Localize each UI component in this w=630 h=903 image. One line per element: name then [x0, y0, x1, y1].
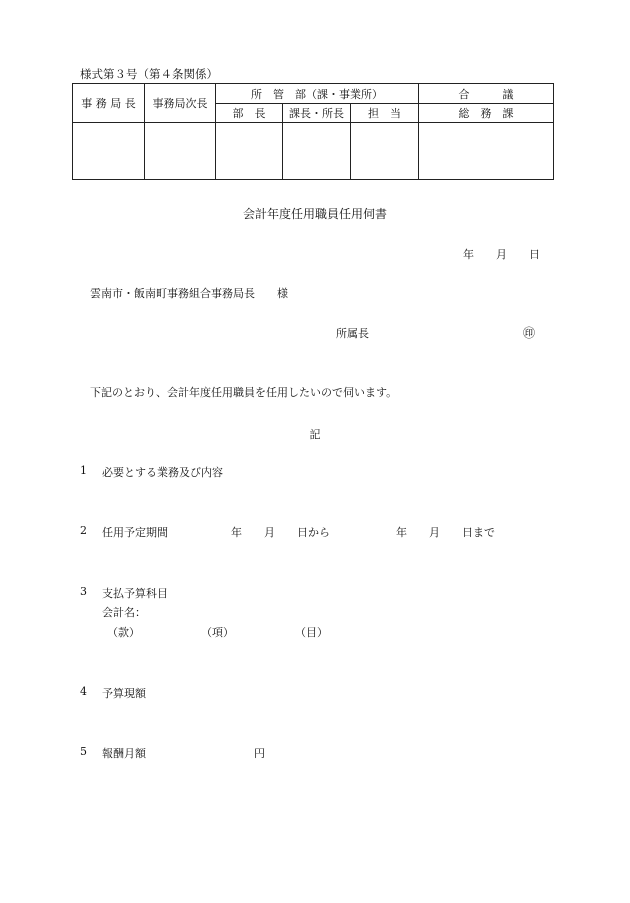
sub-tanto: 担 当 — [351, 104, 419, 123]
sender-label: 所属長 — [336, 327, 369, 340]
intro-text: 下記のとおり、会計年度任用職員を任用したいので伺います。 — [90, 386, 398, 399]
group-council: 合 議 — [419, 84, 554, 104]
seal-mark: ㊞ — [523, 326, 536, 340]
item2-to: 年 月 日まで — [396, 526, 495, 539]
ki-heading: 記 — [309, 428, 321, 441]
item1-num: 1 — [80, 464, 87, 477]
col-chief: 事 務 局 長 — [73, 84, 145, 123]
item2-from: 年 月 日から — [231, 526, 330, 539]
sub-kacho: 課長・所長 — [283, 104, 351, 123]
document-title: 会計年度任用職員任用伺書 — [242, 207, 387, 221]
item5-num: 5 — [80, 745, 87, 758]
form-number: 様式第３号（第４条関係） — [80, 67, 218, 81]
item1-label: 必要とする業務及び内容 — [102, 466, 223, 479]
addressee: 雲南市・飯南町事務組合事務局長 様 — [90, 287, 288, 300]
stamp-cell-tanto — [351, 123, 419, 180]
item5-unit: 円 — [254, 747, 265, 760]
sub-bucho: 部 長 — [216, 104, 283, 123]
stamp-cell-chief — [73, 123, 145, 180]
sub-somu: 総 務 課 — [419, 104, 554, 123]
approval-stamp-table — [72, 83, 554, 180]
item3-account-name: 会計名： — [102, 606, 146, 619]
item3-kou: （項） — [201, 626, 234, 639]
item3-num: 3 — [80, 585, 87, 598]
item3-label: 支払予算科目 — [102, 587, 168, 600]
stamp-cell-bucho — [216, 123, 283, 180]
date-line: 年 月 日 — [463, 248, 540, 261]
stamp-cell-deputy — [145, 123, 216, 180]
item3-moku: （目） — [295, 626, 328, 639]
col-deputy: 事務局次長 — [145, 84, 216, 123]
item3-kan: （款） — [107, 626, 140, 639]
item4-label: 予算現額 — [102, 687, 146, 700]
item4-num: 4 — [80, 685, 87, 698]
stamp-cell-somu — [419, 123, 554, 180]
item2-num: 2 — [80, 524, 87, 537]
item5-label: 報酬月額 — [102, 747, 146, 760]
stamp-cell-kacho — [283, 123, 351, 180]
item2-label: 任用予定期間 — [102, 526, 168, 539]
group-dept: 所 管 部（課・事業所） — [216, 84, 419, 104]
